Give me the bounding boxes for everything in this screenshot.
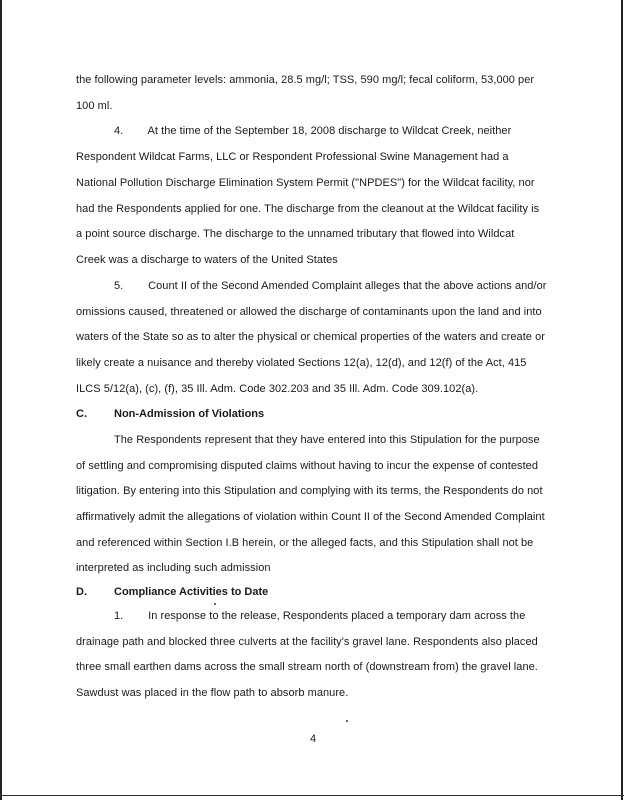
page-number: 4 — [310, 733, 317, 745]
section-letter: C. — [76, 408, 87, 420]
scan-speck — [346, 720, 348, 722]
text-line: affirmatively admit the allegations of violation within Count II of the Second Amended Complaint — [76, 511, 545, 523]
page-bottom-edge — [0, 795, 624, 796]
text-line: ILCS 5/12(a), (c), (f), 35 Ill. Adm. Code 302.203 and 35 Ill. Adm. Code 309.102(a). — [76, 383, 479, 395]
text-line: and referenced within Section I.B herein, or the alleged facts, and this Stipulation shall not be — [76, 537, 534, 549]
text-line: Creek was a discharge to waters of the United States — [76, 254, 338, 266]
text-line: 4. At the time of the September 18, 2008 discharge to Wildcat Creek, neither — [114, 125, 512, 137]
section-letter: D. — [76, 586, 87, 598]
text-line: Sawdust was placed in the flow path to absorb manure. — [76, 687, 349, 699]
section-title: Compliance Activities to Date — [114, 586, 269, 598]
section-title: Non-Admission of Violations — [114, 408, 265, 420]
text-line: drainage path and blocked three culverts at the facility's gravel lane. Respondents also placed — [76, 636, 538, 648]
text-line: 100 ml. — [76, 100, 113, 112]
page-right-edge — [621, 0, 623, 800]
text-line: likely create a nuisance and thereby violated Sections 12(a), 12(d), and 12(f) of the Act, 415 — [76, 357, 527, 369]
text-line: had the Respondents applied for one. The discharge from the cleanout at the Wildcat facility is — [76, 203, 540, 215]
page-left-edge — [0, 0, 2, 800]
text-line: the following parameter levels: ammonia, 28.5 mg/l; TSS, 590 mg/l; fecal coliform, 53,000 per — [76, 74, 535, 86]
text-line: National Pollution Discharge Elimination System Permit ("NPDES") for the Wildcat facility, nor — [76, 177, 535, 189]
scan-speck — [214, 603, 216, 605]
text-line: omissions caused, threatened or allowed the discharge of contaminants upon the land and into — [76, 306, 542, 318]
text-line: three small earthen dams across the small stream north of (downstream from) the gravel lane. — [76, 661, 538, 673]
text-line: 5. Count II of the Second Amended Complaint alleges that the above actions and/or — [114, 280, 547, 292]
text-line: of settling and compromising disputed claims without having to incur the expense of contested — [76, 460, 539, 472]
text-line: 1. In response to the release, Respondents placed a temporary dam across the — [114, 610, 526, 622]
text-line: interpreted as including such admission — [76, 562, 271, 574]
text-line: waters of the State so as to alter the physical or chemical properties of the waters and create or — [76, 331, 545, 343]
text-line: The Respondents represent that they have entered into this Stipulation for the purpose — [114, 434, 540, 446]
text-line: Respondent Wildcat Farms, LLC or Respondent Professional Swine Management had a — [76, 151, 509, 163]
text-line: a point source discharge. The discharge to the unnamed tributary that flowed into Wildcat — [76, 228, 515, 240]
section-heading-d — [76, 585, 268, 599]
text-line: litigation. By entering into this Stipulation and complying with its terms, the Respondents do not — [76, 485, 543, 497]
section-heading-c — [76, 407, 264, 421]
